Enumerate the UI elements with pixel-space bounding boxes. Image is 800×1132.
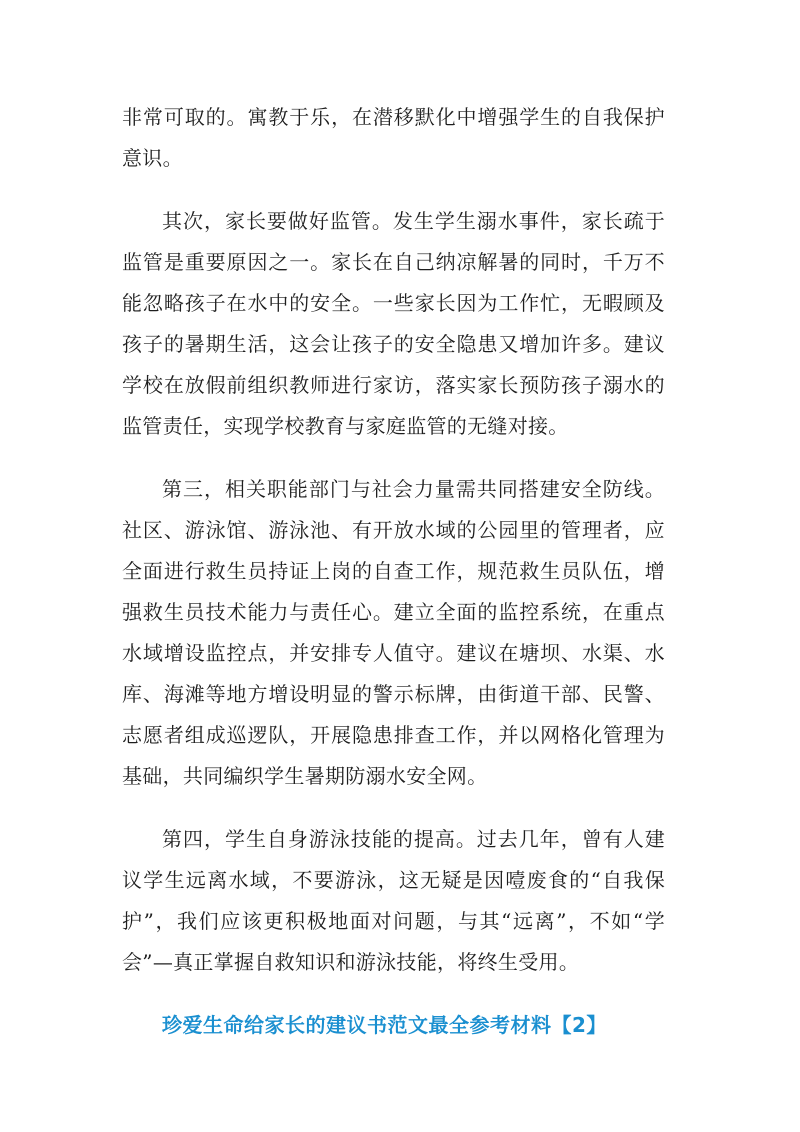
- paragraph-safety-defense-line: 第三，相关职能部门与社会力量需共同搭建安全防线。社区、游泳馆、游泳池、有开放水域的公园里的管理者，应全面进行救生员持证上岗的自查工作，规范救生员队伍，增强救生员技术能力与责任心。建立全面的监控系统，在重点水域增设监控点，并安排专人值守。建议在塘坝、水渠、水库、海滩等地方增设明显的警示标牌，由街道干部、民警、志愿者组成巡逻队，开展隐患排查工作，并以网格化管理为基础，共同编织学生暑期防溺水安全网。: [122, 477, 665, 788]
- section-heading: 珍爱生命给家长的建议书范文最全参考材料【2】: [162, 1013, 607, 1037]
- paragraph-intro-continuation: 非常可取的。寓教于乐，在潜移默化中增强学生的自我保护意识。: [122, 105, 665, 170]
- paragraph-parental-supervision: 其次，家长要做好监管。发生学生溺水事件，家长疏于监管是重要原因之一。家长在自己纳凉解暑的同时，千万不能忽略孩子在水中的安全。一些家长因为工作忙，无暇顾及孩子的暑期生活，这会让孩子的安全隐患又增加许多。建议学校在放假前组织教师进行家访，落实家长预防孩子溺水的监管责任，实现学校教育与家庭监管的无缝对接。: [122, 209, 665, 438]
- document-page: [122, 97, 665, 1046]
- paragraph-swimming-skills: 第四，学生自身游泳技能的提高。过去几年，曾有人建议学生远离水域，不要游泳，这无疑是因噎废食的“自我保护”，我们应该更积极地面对问题，与其“远离”，不如“学会”—真正掌握自救知识和游泳技能，将终生受用。: [122, 827, 665, 974]
